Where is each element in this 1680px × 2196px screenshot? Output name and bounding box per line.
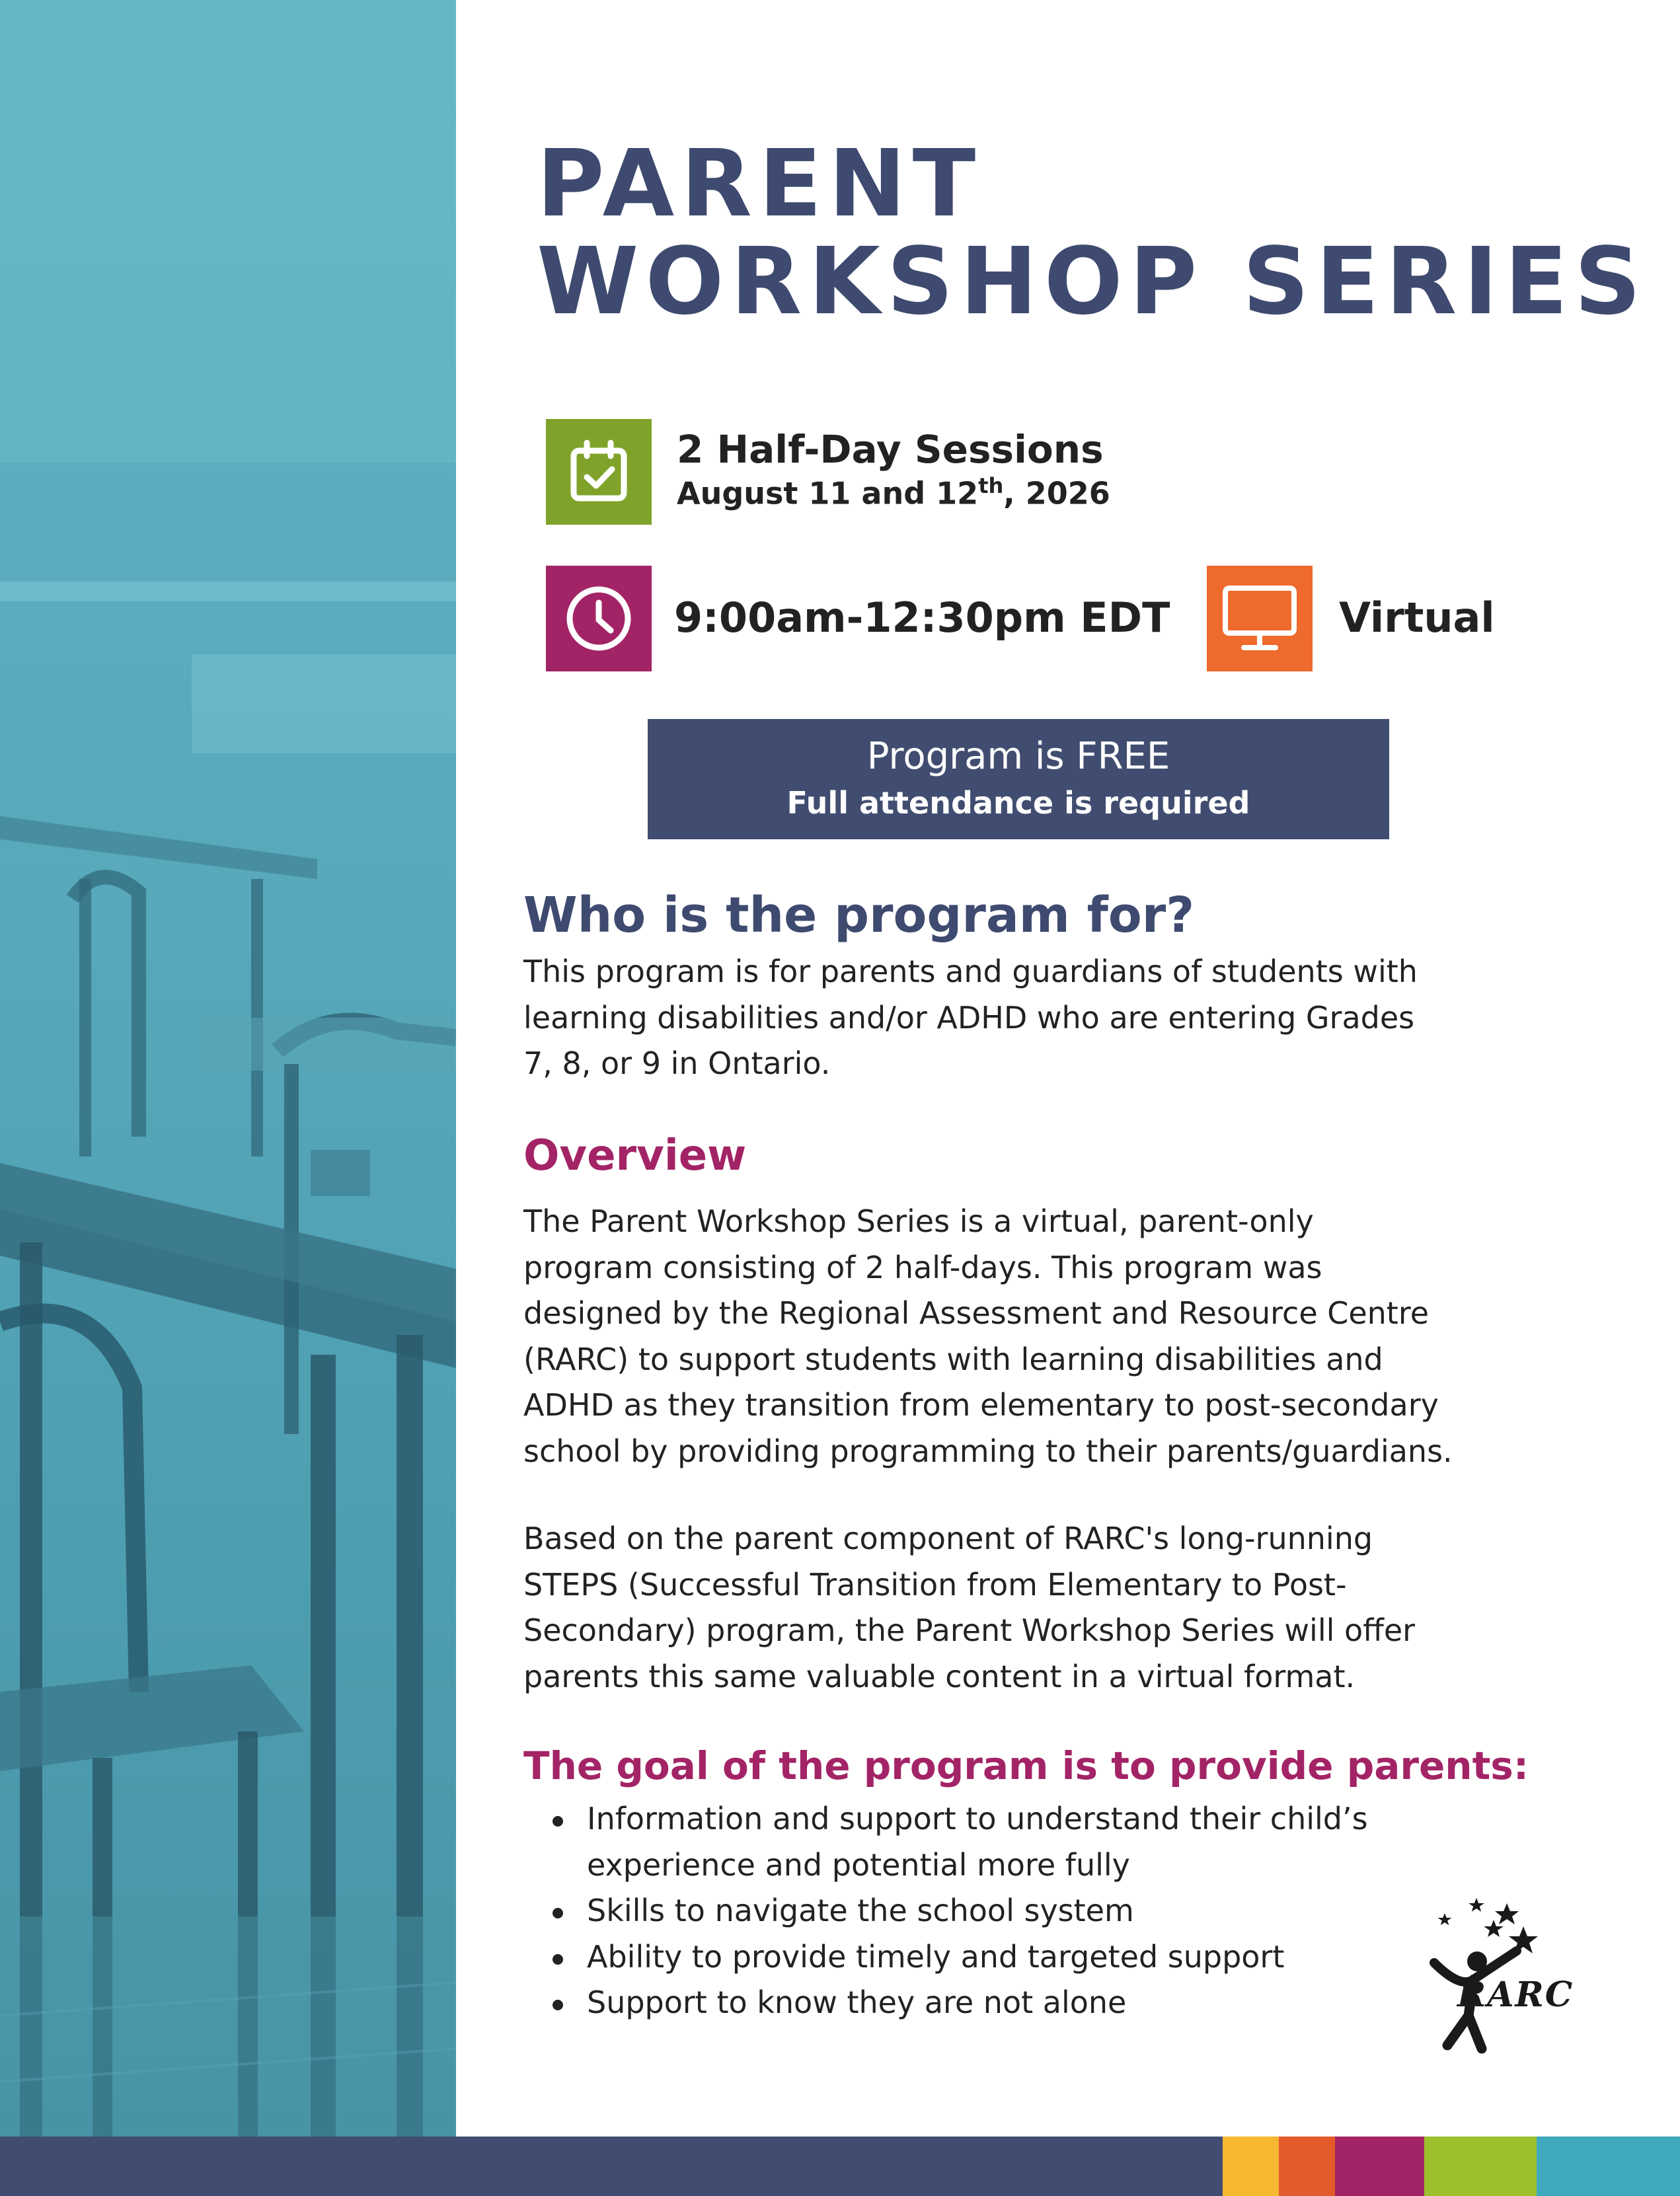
footer-color-stripe	[0, 2137, 1680, 2196]
footer-orange-block	[1279, 2137, 1335, 2196]
goal-text: Information and support to understand their child’s	[587, 1801, 1368, 1836]
overview-line: The Parent Workshop Series is a virtual, parent-only	[523, 1203, 1314, 1239]
goal-text: Support to know they are not alone	[587, 1985, 1127, 2020]
goal-text: Ability to provide timely and targeted support	[587, 1938, 1285, 1975]
footer-plum-block	[1335, 2137, 1424, 2196]
who-line: learning disabilities and/or ADHD who are entering Grades	[523, 999, 1415, 1036]
footer-teal-block	[1537, 2137, 1680, 2196]
goal-text: experience and potential more fully	[587, 1846, 1130, 1883]
classroom-photo	[0, 0, 456, 2137]
page-title	[537, 130, 1648, 336]
footer-yellow-block	[1223, 2137, 1279, 2196]
sessions-title: 2 Half-Day Sessions	[677, 427, 1104, 472]
who-line: 7, 8, or 9 in Ontario.	[523, 1045, 831, 1081]
sessions-date-suffix: , 2026	[1003, 475, 1110, 511]
classroom-desks-image	[0, 0, 456, 2137]
overview-line: STEPS (Successful Transition from Elementary to Post-	[523, 1566, 1347, 1603]
bullet-icon	[553, 1816, 563, 1827]
sessions-date-sup: th	[978, 473, 1004, 498]
monitor-icon	[1207, 566, 1313, 671]
goal-item	[523, 1796, 1368, 1842]
rarc-star-figure-icon	[1408, 1890, 1606, 2055]
sessions-date	[677, 473, 1110, 511]
clock-icon	[546, 566, 652, 671]
overview-heading: Overview	[523, 1131, 747, 1180]
overview-paragraph-1	[523, 1199, 1502, 1474]
title-line-1: PARENT	[537, 130, 983, 238]
who-heading: Who is the program for?	[523, 887, 1195, 944]
format-label: Virtual	[1339, 593, 1495, 642]
goal-text: Skills to navigate the school system	[587, 1893, 1134, 1928]
bullet-icon	[553, 1954, 563, 1965]
goal-item-continued	[523, 1842, 1368, 1889]
free-program-banner	[648, 719, 1389, 839]
sessions-date-prefix: August 11 and 12	[677, 475, 979, 511]
banner-line-2: Full attendance is required	[786, 785, 1250, 821]
overview-line: program consisting of 2 half-days. This program was	[523, 1249, 1322, 1285]
overview-paragraph-2	[523, 1516, 1502, 1700]
bullet-icon	[553, 1908, 563, 1918]
bullet-icon	[553, 2000, 563, 2010]
time-label: 9:00am-12:30pm EDT	[674, 593, 1170, 642]
overview-line: ADHD as they transition from elementary to post-secondary	[523, 1387, 1439, 1423]
overview-line: parents this same valuable content in a virtual format.	[523, 1658, 1355, 1694]
overview-line: Secondary) program, the Parent Workshop Series will offer	[523, 1612, 1416, 1648]
overview-line: designed by the Regional Assessment and Resource Centre	[523, 1295, 1430, 1331]
goal-item	[523, 1934, 1368, 1981]
footer-navy-block	[0, 2137, 1223, 2196]
calendar-check-icon	[546, 419, 652, 525]
overview-line: Based on the parent component of RARC's long-running	[523, 1521, 1373, 1556]
goal-item	[523, 1888, 1368, 1934]
goals-heading: The goal of the program is to provide parents:	[523, 1743, 1529, 1788]
goals-list	[523, 1796, 1368, 2026]
overview-line: school by providing programming to their parents/guardians.	[523, 1433, 1453, 1469]
banner-line-1: Program is FREE	[866, 735, 1170, 778]
title-line-2: WORKSHOP SERIES	[537, 228, 1648, 336]
who-paragraph	[523, 949, 1502, 1087]
who-line: This program is for parents and guardians of students with	[523, 954, 1418, 989]
logo-text: RARC	[1457, 1975, 1574, 2015]
goal-item	[523, 1980, 1368, 2026]
footer-green-block	[1424, 2137, 1537, 2196]
overview-line: (RARC) to support students with learning disabilities and	[523, 1341, 1383, 1377]
